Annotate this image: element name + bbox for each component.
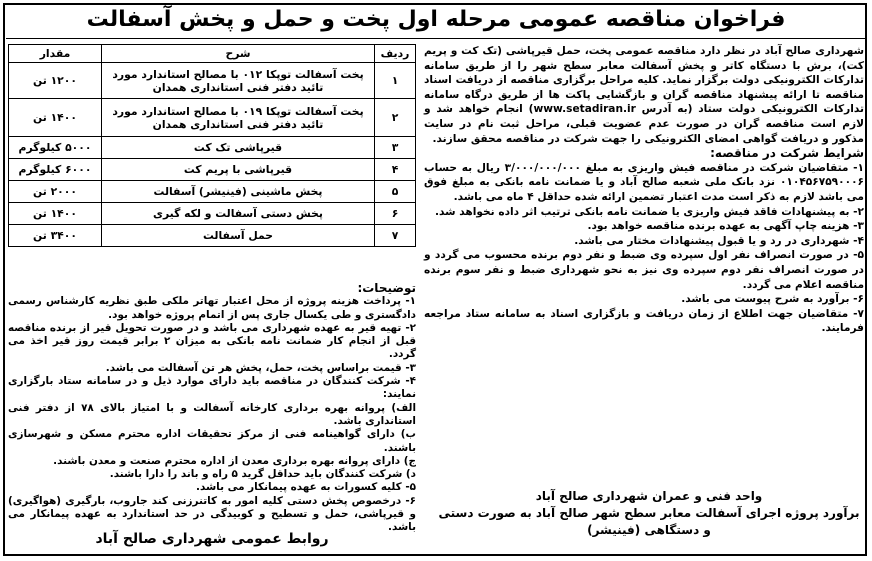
note-item: ۵- کلیه کسورات به عهده پیمانکار می باشد. <box>196 481 416 494</box>
note-item: ۲- تهیه قیر به عهده شهرداری می باشد و در صورت تحویل قیر از برنده مناقصه قبل از انجام کار ضمانت نامه بانکی به میزان ۲ برابر قیمت روز قیر اخذ می گردد. <box>8 321 416 361</box>
condition-item: ۵- در صورت انصراف نفر اول سپرده وی ضبط و نفر دوم برنده محسوب می گردد و در صورت انصراف نفر دوم سپرده وی نیز به نحو شهرداری ضبط و نفر سوم برنده مناقصه اعلام می گردد. <box>424 249 864 291</box>
note-item: الف) پروانه بهره برداری کارخانه آسفالت و با امتیاز بالای ۷۸ از دفتر فنی استانداری باشد. <box>8 401 416 427</box>
row-description: پخش دستی آسفالت و لکه گیری <box>102 203 375 225</box>
technical-unit-name: واحد فنی و عمران شهرداری صالح آباد <box>535 489 763 503</box>
notes-heading: توضیحات: <box>357 281 416 295</box>
intro-paragraph: شهرداری صالح آباد در نظر دارد مناقصه عمومی پخت، حمل قیرپاشی (تک کت و پریم کت)، برش با دستگاه کاتر و پخش آسفالت معابر سطح شهر را از طریق سامانه تدارکات الکترونیکی دولت برگزار نماید. کلیه مراحل برگزاری مناقصه از دریافت اسناد مناقصه تا ارائه پیشنهاد مناقصه گران و بازگشایی پاکت ها از طریق درگاه سامانه تدارکات الکترونیکی دولت ستاد (به آدرس www.setadiran.ir) انجام خواهد شد و لازم است مناقصه گران در صورت عدم عضویت قبلی، مراحل ثبت نام در سایت مذکور و دریافت گواهی امضای الکترونیکی را جهت شرکت در مناقصه محقق سازند. <box>424 45 865 145</box>
note-item: د) شرکت کنندگان باید حداقل گرید ۵ راه و باند را دارا باشند. <box>109 468 416 481</box>
row-number: ۴ <box>375 159 416 181</box>
technical-unit-footer <box>434 488 864 539</box>
row-description: پخش ماشینی (فینیشر) آسفالت <box>102 181 375 203</box>
row-description: حمل آسفالت <box>102 225 375 247</box>
row-description: پخت آسفالت توپکا ۰۱۹ با مصالح استاندارد مورد تائید دفتر فنی استانداری همدان <box>102 99 375 137</box>
condition-item: ۷- متقاضیان جهت اطلاع از زمان دریافت و بازگزاری اسناد به سامانه ستاد مراجعه فرمایند. <box>424 307 864 335</box>
signature: روابط عمومی شهرداری صالح آباد <box>95 531 329 547</box>
row-number: ۳ <box>375 137 416 159</box>
page-title: فراخوان مناقصه عمومی مرحله اول پخت و حمل و پخش آسفالت <box>86 7 786 32</box>
condition-item: ۶- برآورد به شرح پیوست می باشد. <box>681 293 864 306</box>
table-row <box>9 225 416 247</box>
left-column <box>8 44 416 549</box>
condition-item: ۴- شهرداری در رد و یا قبول پیشنهادات مختار می باشد. <box>574 234 864 247</box>
condition-item: ۲- به پیشنهادات فاقد فیش واریزی یا ضمانت نامه بانکی ترتیب اثر داده نخواهد شد. <box>435 205 864 218</box>
row-quantity: ۶۰۰۰ کیلوگرم <box>9 159 102 181</box>
row-number: ۲ <box>375 99 416 137</box>
row-quantity: ۲۰۰۰ تن <box>9 181 102 203</box>
notes-section <box>8 282 416 535</box>
row-number: ۱ <box>375 63 416 99</box>
row-description: قیرپاشی با پریم کت <box>102 159 375 181</box>
note-item: ب) دارای گواهینامه فنی از مرکز تحقیقات اداره محترم مسکن و شهرسازی باشند. <box>8 428 416 454</box>
row-quantity: ۱۴۰۰ تن <box>9 99 102 137</box>
note-item: ۴- شرکت کنندگان در مناقصه باید دارای موارد ذیل و در سامانه ستاد بارگزاری نمایند: <box>8 375 416 401</box>
row-quantity: ۵۰۰۰ کیلوگرم <box>9 137 102 159</box>
row-quantity: ۳۴۰۰ تن <box>9 225 102 247</box>
row-number: ۷ <box>375 225 416 247</box>
conditions-heading: شرایط شرکت در مناقصه: <box>710 146 864 161</box>
table-row <box>9 99 416 137</box>
items-table <box>8 44 416 247</box>
col-header-row-number: ردیف <box>375 45 416 63</box>
row-quantity: ۱۴۰۰ تن <box>9 203 102 225</box>
note-item: ۱- پرداخت هزینه پروژه از محل اعتبار تهاتر ملکی طبق نظریه کارشناس رسمی دادگستری و طی یکسال جاری پس از اتمام پروژه خواهد بود. <box>8 295 416 321</box>
note-item: ۳- قیمت براساس پخت، حمل، پخش هر تن آسفالت می باشد. <box>105 361 416 374</box>
row-number: ۵ <box>375 181 416 203</box>
right-column <box>424 44 864 549</box>
row-description: پخت آسفالت توپکا ۰۱۲ با مصالح استاندارد مورد تائید دفتر فنی استانداری همدان <box>102 63 375 99</box>
title-divider <box>6 38 866 39</box>
condition-item: ۳- هزینه چاپ آگهی به عهده برنده مناقصه خواهد بود. <box>587 220 864 233</box>
table-row <box>9 181 416 203</box>
table-row <box>9 203 416 225</box>
table-row <box>9 159 416 181</box>
row-description: قیرپاشی تک کت <box>102 137 375 159</box>
table-row <box>9 63 416 99</box>
col-header-description: شرح <box>102 45 375 63</box>
project-estimate-title: برآورد پروژه اجرای آسفالت معابر سطح شهر صالح آباد به صورت دستی و دستگاهی (فینیشر) <box>438 506 860 537</box>
col-header-quantity: مقدار <box>9 45 102 63</box>
condition-item: ۱- متقاضیان شرکت در مناقصه فیش واریزی به مبلغ ۳/۰۰۰/۰۰۰/۰۰۰ ریال به حساب ۰۱۰۴۵۶۷۵۹۰۰۰۶ نزد بانک ملی شعبه صالح آباد و یا ضمانت نامه بانکی به مبلغ فوق می باشد لازم به ذکر است مدت اعتبار تضمین ارائه شده حداقل ۴ ماه می باشد. <box>424 161 864 203</box>
row-number: ۶ <box>375 203 416 225</box>
table-header-row <box>9 45 416 63</box>
table-row <box>9 137 416 159</box>
note-item: ۶- درخصوص پخش دستی کلیه امور به کاتنرزنی کند جاروب، بارگیری (هواگیری) و قیرپاشی، حمل و تسطیح و کوبیدگی در حد استاندارد به عهده پیمانکار می باشد. <box>8 494 416 534</box>
note-item: ج) دارای پروانه بهره برداری معدن از اداره محترم صنعت و معدن باشند. <box>53 454 416 467</box>
row-quantity: ۱۲۰۰ تن <box>9 63 102 99</box>
